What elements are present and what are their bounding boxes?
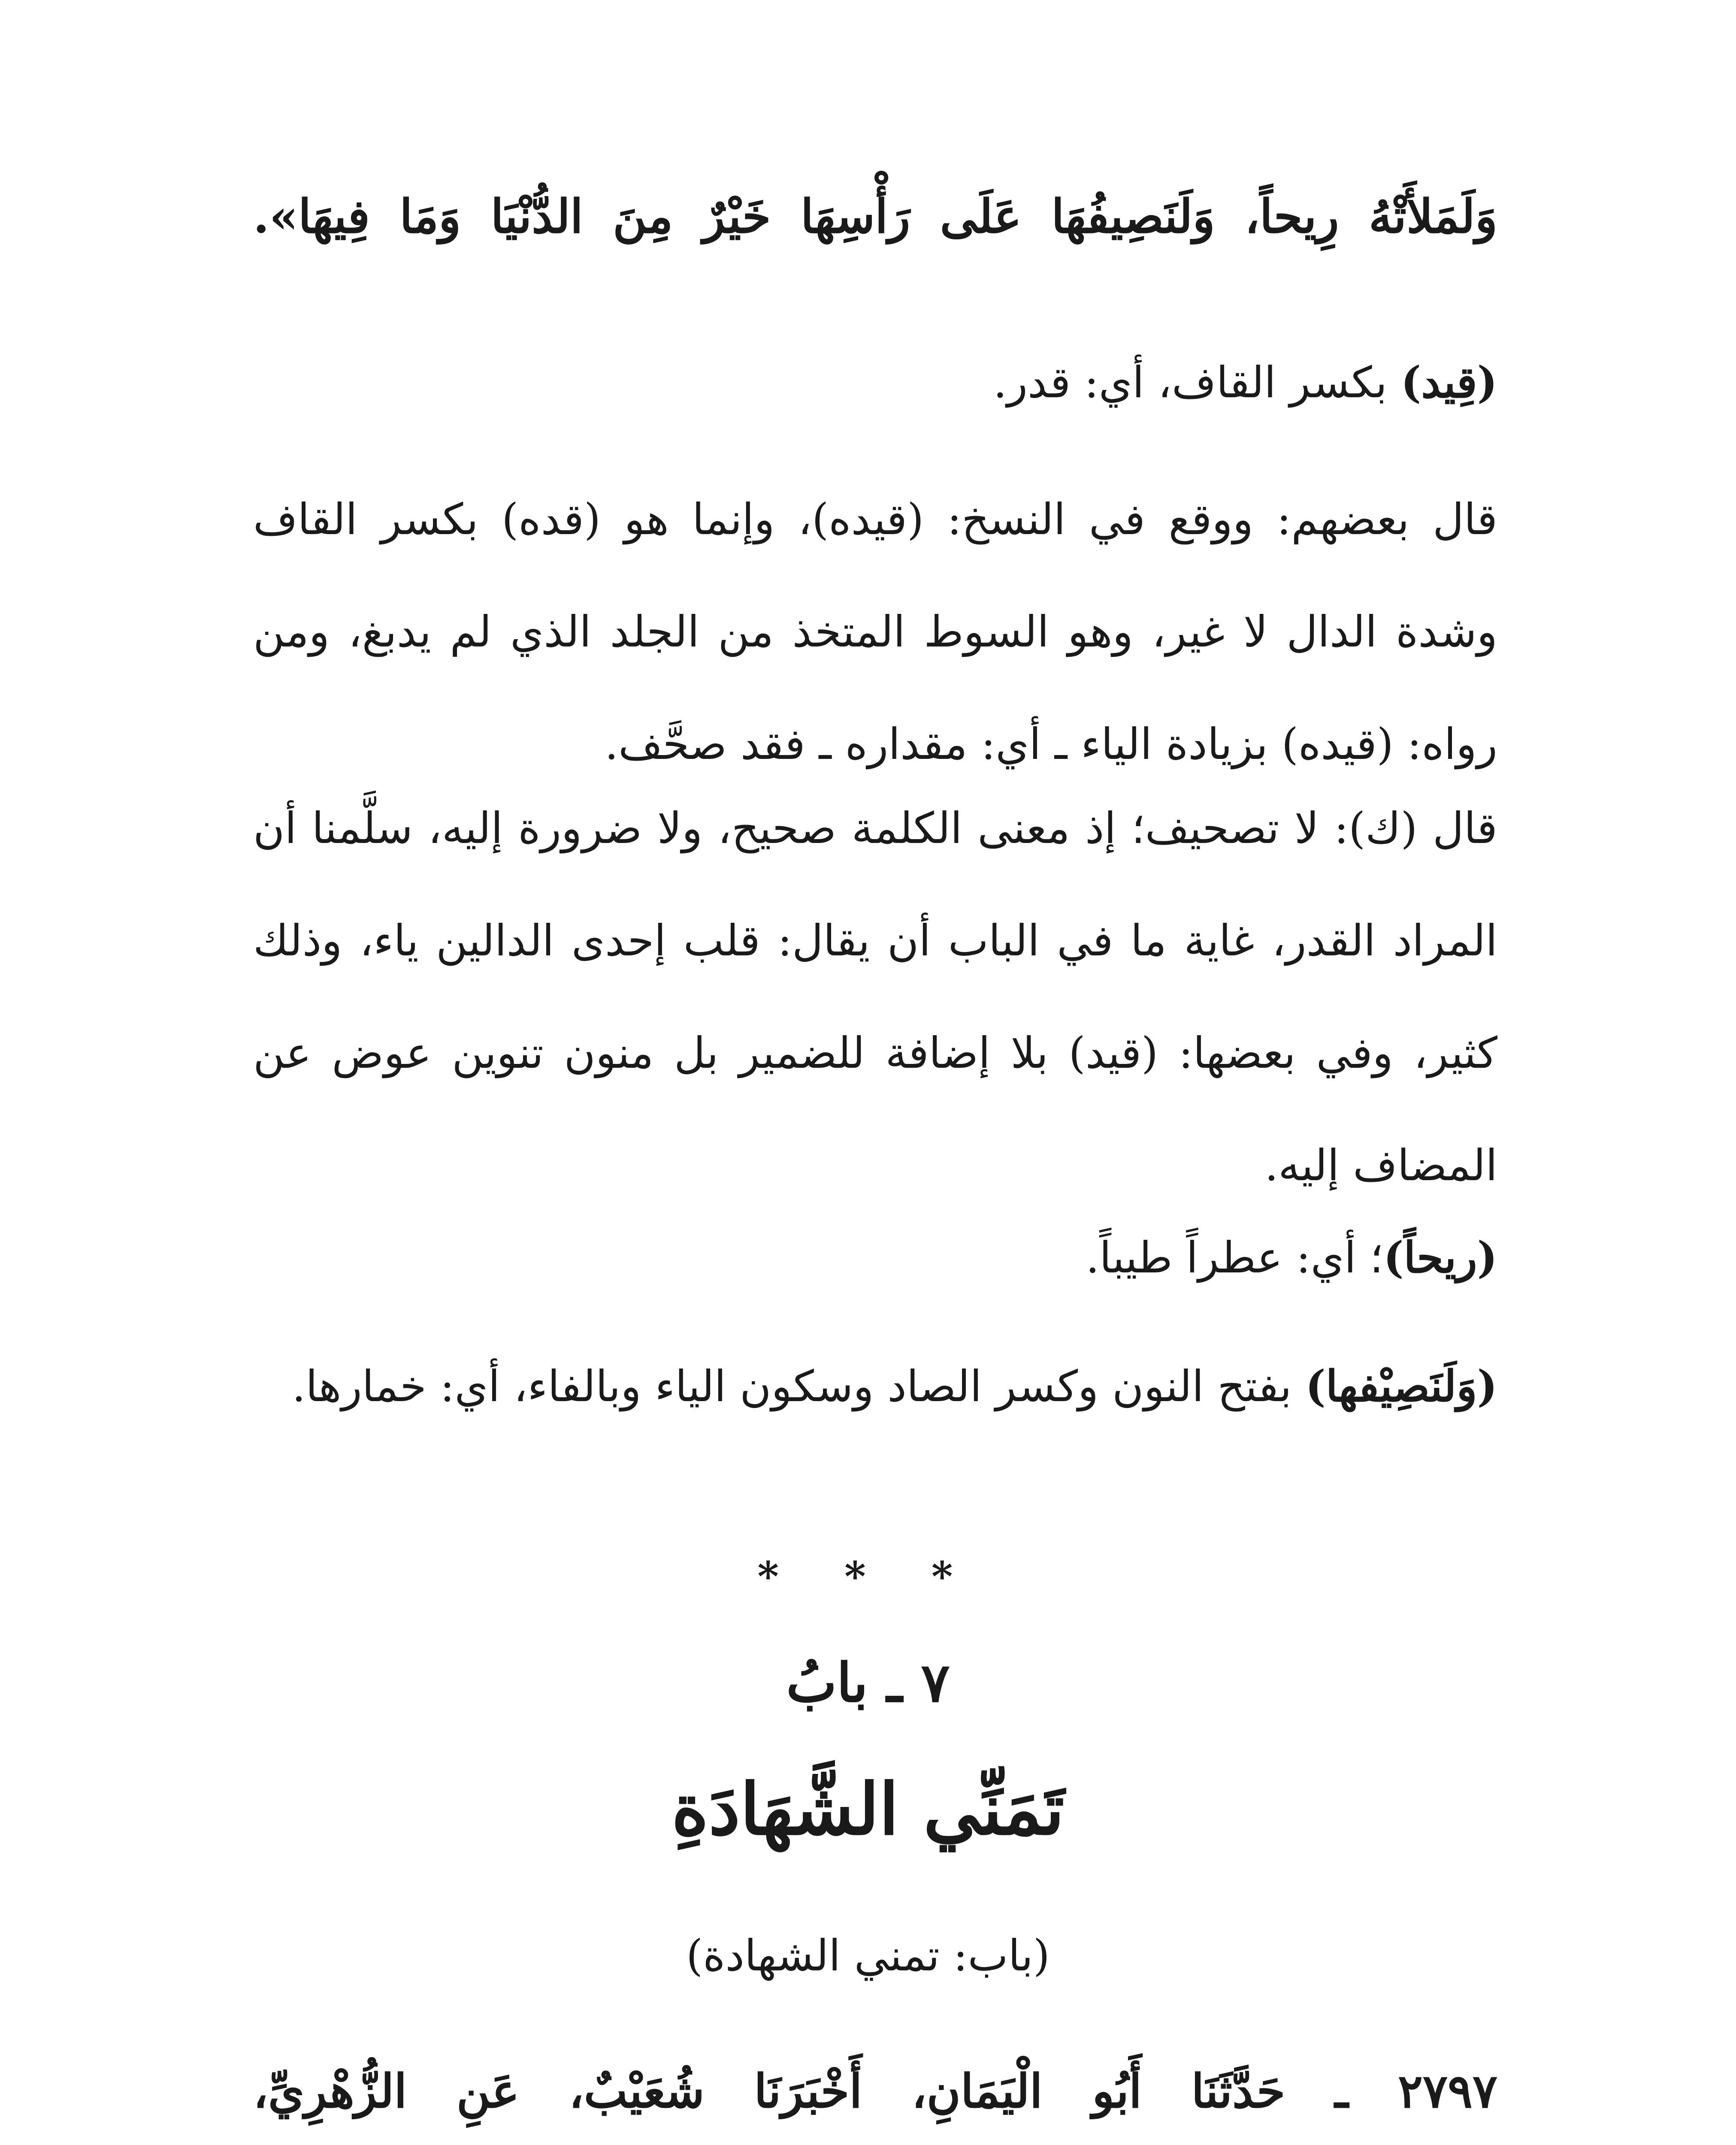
commentary-text: بفتح النون وكسر الصاد وسكون الياء وبالفاء، أي: خمارها. [292,1361,1306,1411]
commentary-paragraph-qid [253,326,1497,439]
commentary-paragraph-rihan [253,1201,1497,1314]
commentary-text: قال بعضهم: ووقع في النسخ: (قيده)، وإنما هو (قده) بكسر القاف وشدة الدال لا غير، وهو السوط المتخذ من الجلد الذي لم يدبغ، ومن رواه: (قيده) بزيادة الياء ـ أي: مقداره ـ فقد صحَّف. [253,494,1497,769]
commentary-paragraph-qawl-kaf [253,772,1497,1222]
hadith-line-1: ٢٧٩٧ ـ حَدَّثَنَا أَبُو الْيَمَانِ، أَخْبَرَنَا شُعَيْبٌ، عَنِ الزُّهْرِيِّ، [253,2064,1497,2118]
commentary-term: (قِيد) [1400,357,1497,408]
commentary-paragraph-nasif [253,1330,1497,1443]
commentary-paragraph-qawl-baadihim [253,463,1497,801]
commentary-text: ؛ أي: عطراً طيباً. [1086,1233,1384,1283]
chapter-title: تَمَنِّي الشَّهَادَةِ [671,1767,1065,1851]
section-separator: * * * [757,1553,979,1601]
hadith-continuation-line: وَلَمَلأَتْهُ رِيحاً، وَلَنَصِيفُهَا عَلَى رَأْسِهَا خَيْرٌ مِنَ الدُّنْيَا وَمَا فِيهَا». [253,190,1497,244]
chapter-number: ٧ ـ بابُ [786,1652,950,1714]
commentary-text: قال (ك): لا تصحيف؛ إذ معنى الكلمة صحيح، ولا ضرورة إليه، سلَّمنا أن المراد القدر، غاية ما في الباب أن يقال: قلب إحدى الدالين ياء، وذلك كثير، وفي بعضها: (قيد) بلا إضافة للضمير بل منون تنوين عوض عن المضاف إليه. [253,803,1497,1190]
chapter-subtitle: (باب: تمني الشهادة) [686,1930,1050,1981]
commentary-term: (ريحاً) [1383,1232,1497,1283]
commentary-text: بكسر القاف، أي: قدر. [993,357,1401,408]
commentary-term: (وَلَنَصِيْفها) [1305,1361,1497,1411]
